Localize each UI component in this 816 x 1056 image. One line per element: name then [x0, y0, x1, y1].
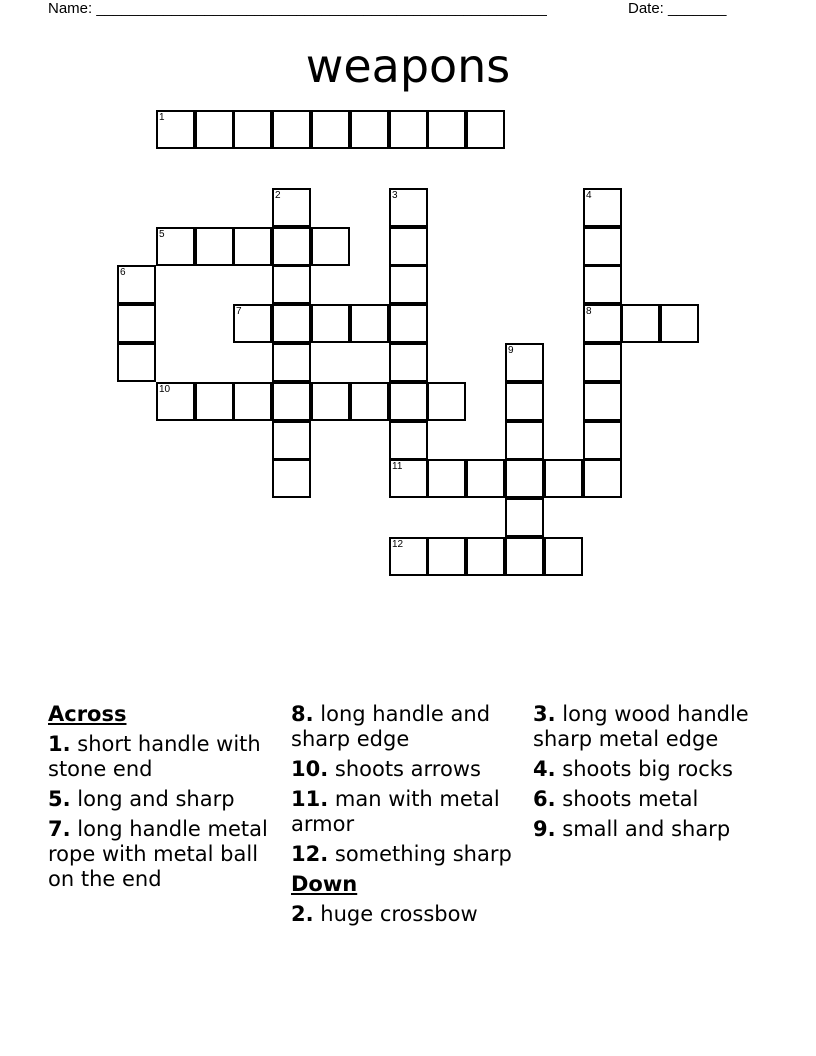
crossword-cell[interactable] — [311, 227, 350, 266]
crossword-cell[interactable] — [544, 459, 583, 498]
clue-number: 3. — [533, 702, 556, 726]
crossword-cell[interactable] — [272, 227, 311, 266]
clue-number-label: 8 — [586, 306, 592, 317]
crossword-cell[interactable] — [311, 382, 350, 421]
clue-text: shoots arrows — [328, 757, 481, 781]
clue-column-2 — [291, 702, 523, 932]
clue-down-2 — [291, 902, 523, 927]
clue-text: long handle metal rope with metal ball on the end — [48, 817, 268, 891]
crossword-cell[interactable] — [272, 188, 311, 227]
clue-number: 6. — [533, 787, 556, 811]
clue-number-label: 9 — [508, 345, 514, 356]
crossword-cell[interactable] — [583, 265, 622, 304]
crossword-cell[interactable] — [389, 304, 428, 343]
crossword-cell[interactable] — [195, 227, 234, 266]
clue-number-label: 4 — [586, 190, 592, 201]
crossword-cell[interactable] — [350, 304, 389, 343]
crossword-cell[interactable] — [544, 537, 583, 576]
clue-column-3 — [533, 702, 765, 847]
clue-number: 4. — [533, 757, 556, 781]
clue-across-7 — [48, 817, 280, 892]
crossword-cell[interactable] — [583, 343, 622, 382]
clue-text: man with metal armor — [291, 787, 500, 836]
clue-number: 2. — [291, 902, 314, 926]
crossword-cell[interactable] — [117, 343, 156, 382]
clue-number: 11. — [291, 787, 329, 811]
across-heading: Across — [48, 702, 127, 726]
crossword-cell[interactable] — [389, 421, 428, 460]
crossword-cell[interactable] — [505, 459, 544, 498]
clue-text: long wood handle sharp metal edge — [533, 702, 749, 751]
crossword-cell[interactable] — [195, 382, 234, 421]
clue-number: 7. — [48, 817, 71, 841]
crossword-cell[interactable] — [233, 227, 272, 266]
crossword-cell[interactable] — [621, 304, 660, 343]
crossword-cell[interactable] — [427, 459, 466, 498]
clue-number-label: 7 — [236, 306, 242, 317]
crossword-cell[interactable] — [389, 188, 428, 227]
crossword-cell[interactable] — [272, 459, 311, 498]
crossword-cell[interactable] — [427, 537, 466, 576]
clue-text: shoots metal — [555, 787, 699, 811]
clue-across-8 — [291, 702, 523, 752]
clue-across-5 — [48, 787, 280, 812]
crossword-cell[interactable] — [466, 110, 505, 149]
crossword-cell[interactable] — [583, 304, 622, 343]
crossword-cell[interactable] — [233, 110, 272, 149]
crossword-cell[interactable] — [427, 110, 466, 149]
clue-number-label: 5 — [159, 229, 165, 240]
clue-across-11 — [291, 787, 523, 837]
crossword-cell[interactable] — [233, 382, 272, 421]
crossword-cell[interactable] — [272, 343, 311, 382]
clue-text: shoots big rocks — [555, 757, 733, 781]
clue-number-label: 2 — [275, 190, 281, 201]
clue-down-4 — [533, 757, 765, 782]
crossword-cell[interactable] — [272, 382, 311, 421]
clue-across-1 — [48, 732, 280, 782]
crossword-cell[interactable] — [272, 421, 311, 460]
clue-text: long handle and sharp edge — [291, 702, 491, 751]
clue-number-label: 1 — [159, 112, 165, 123]
clue-text: something sharp — [328, 842, 512, 866]
clue-number: 5. — [48, 787, 71, 811]
crossword-cell[interactable] — [389, 110, 428, 149]
crossword-cell[interactable] — [195, 110, 234, 149]
crossword-cell[interactable] — [505, 498, 544, 537]
clue-text: small and sharp — [555, 817, 731, 841]
crossword-cell[interactable] — [583, 459, 622, 498]
crossword-cell[interactable] — [117, 304, 156, 343]
clue-number-label: 12 — [392, 539, 404, 550]
date-field[interactable]: Date: _______ — [628, 0, 727, 17]
clue-down-9 — [533, 817, 765, 842]
crossword-cell[interactable] — [272, 304, 311, 343]
crossword-cell[interactable] — [583, 382, 622, 421]
clue-down-3 — [533, 702, 765, 752]
crossword-cell[interactable] — [156, 382, 195, 421]
clue-down-6 — [533, 787, 765, 812]
crossword-cell[interactable] — [583, 227, 622, 266]
crossword-cell[interactable] — [156, 227, 195, 266]
crossword-cell[interactable] — [311, 304, 350, 343]
name-field[interactable]: Name: ______________________________________________________ — [48, 0, 547, 17]
crossword-cell[interactable] — [117, 265, 156, 304]
crossword-cell[interactable] — [389, 382, 428, 421]
crossword-cell[interactable] — [389, 227, 428, 266]
crossword-cell[interactable] — [350, 110, 389, 149]
crossword-cell[interactable] — [350, 382, 389, 421]
crossword-cell[interactable] — [427, 382, 466, 421]
clue-number: 10. — [291, 757, 329, 781]
crossword-cell[interactable] — [505, 382, 544, 421]
clue-number-label: 11 — [392, 461, 403, 472]
clue-number-label: 10 — [159, 384, 171, 395]
crossword-cell[interactable] — [505, 421, 544, 460]
crossword-cell[interactable] — [389, 343, 428, 382]
puzzle-title: weapons — [305, 39, 511, 93]
crossword-cell[interactable] — [311, 110, 350, 149]
crossword-cell[interactable] — [272, 110, 311, 149]
crossword-cell[interactable] — [466, 459, 505, 498]
clue-text: long and sharp — [70, 787, 235, 811]
clue-across-10 — [291, 757, 523, 782]
crossword-cell[interactable] — [505, 537, 544, 576]
clues-section — [0, 702, 816, 1042]
clue-across-12 — [291, 842, 523, 867]
crossword-cell[interactable] — [466, 537, 505, 576]
crossword-cell[interactable] — [583, 421, 622, 460]
clue-number: 9. — [533, 817, 556, 841]
clue-number: 8. — [291, 702, 314, 726]
clue-number: 12. — [291, 842, 329, 866]
crossword-cell[interactable] — [660, 304, 699, 343]
clue-text: huge crossbow — [313, 902, 478, 926]
crossword-cell[interactable] — [272, 265, 311, 304]
crossword-cell[interactable] — [156, 110, 195, 149]
clue-number-label: 3 — [392, 190, 398, 201]
clue-text: short handle with stone end — [48, 732, 261, 781]
crossword-cell[interactable] — [505, 343, 544, 382]
crossword-cell[interactable] — [233, 304, 272, 343]
crossword-cell[interactable] — [389, 265, 428, 304]
crossword-cell[interactable] — [389, 459, 428, 498]
crossword-cell[interactable] — [389, 537, 428, 576]
clue-column-1 — [48, 702, 280, 897]
clue-number-label: 6 — [120, 267, 126, 278]
down-heading: Down — [291, 872, 358, 896]
crossword-cell[interactable] — [583, 188, 622, 227]
clue-number: 1. — [48, 732, 71, 756]
